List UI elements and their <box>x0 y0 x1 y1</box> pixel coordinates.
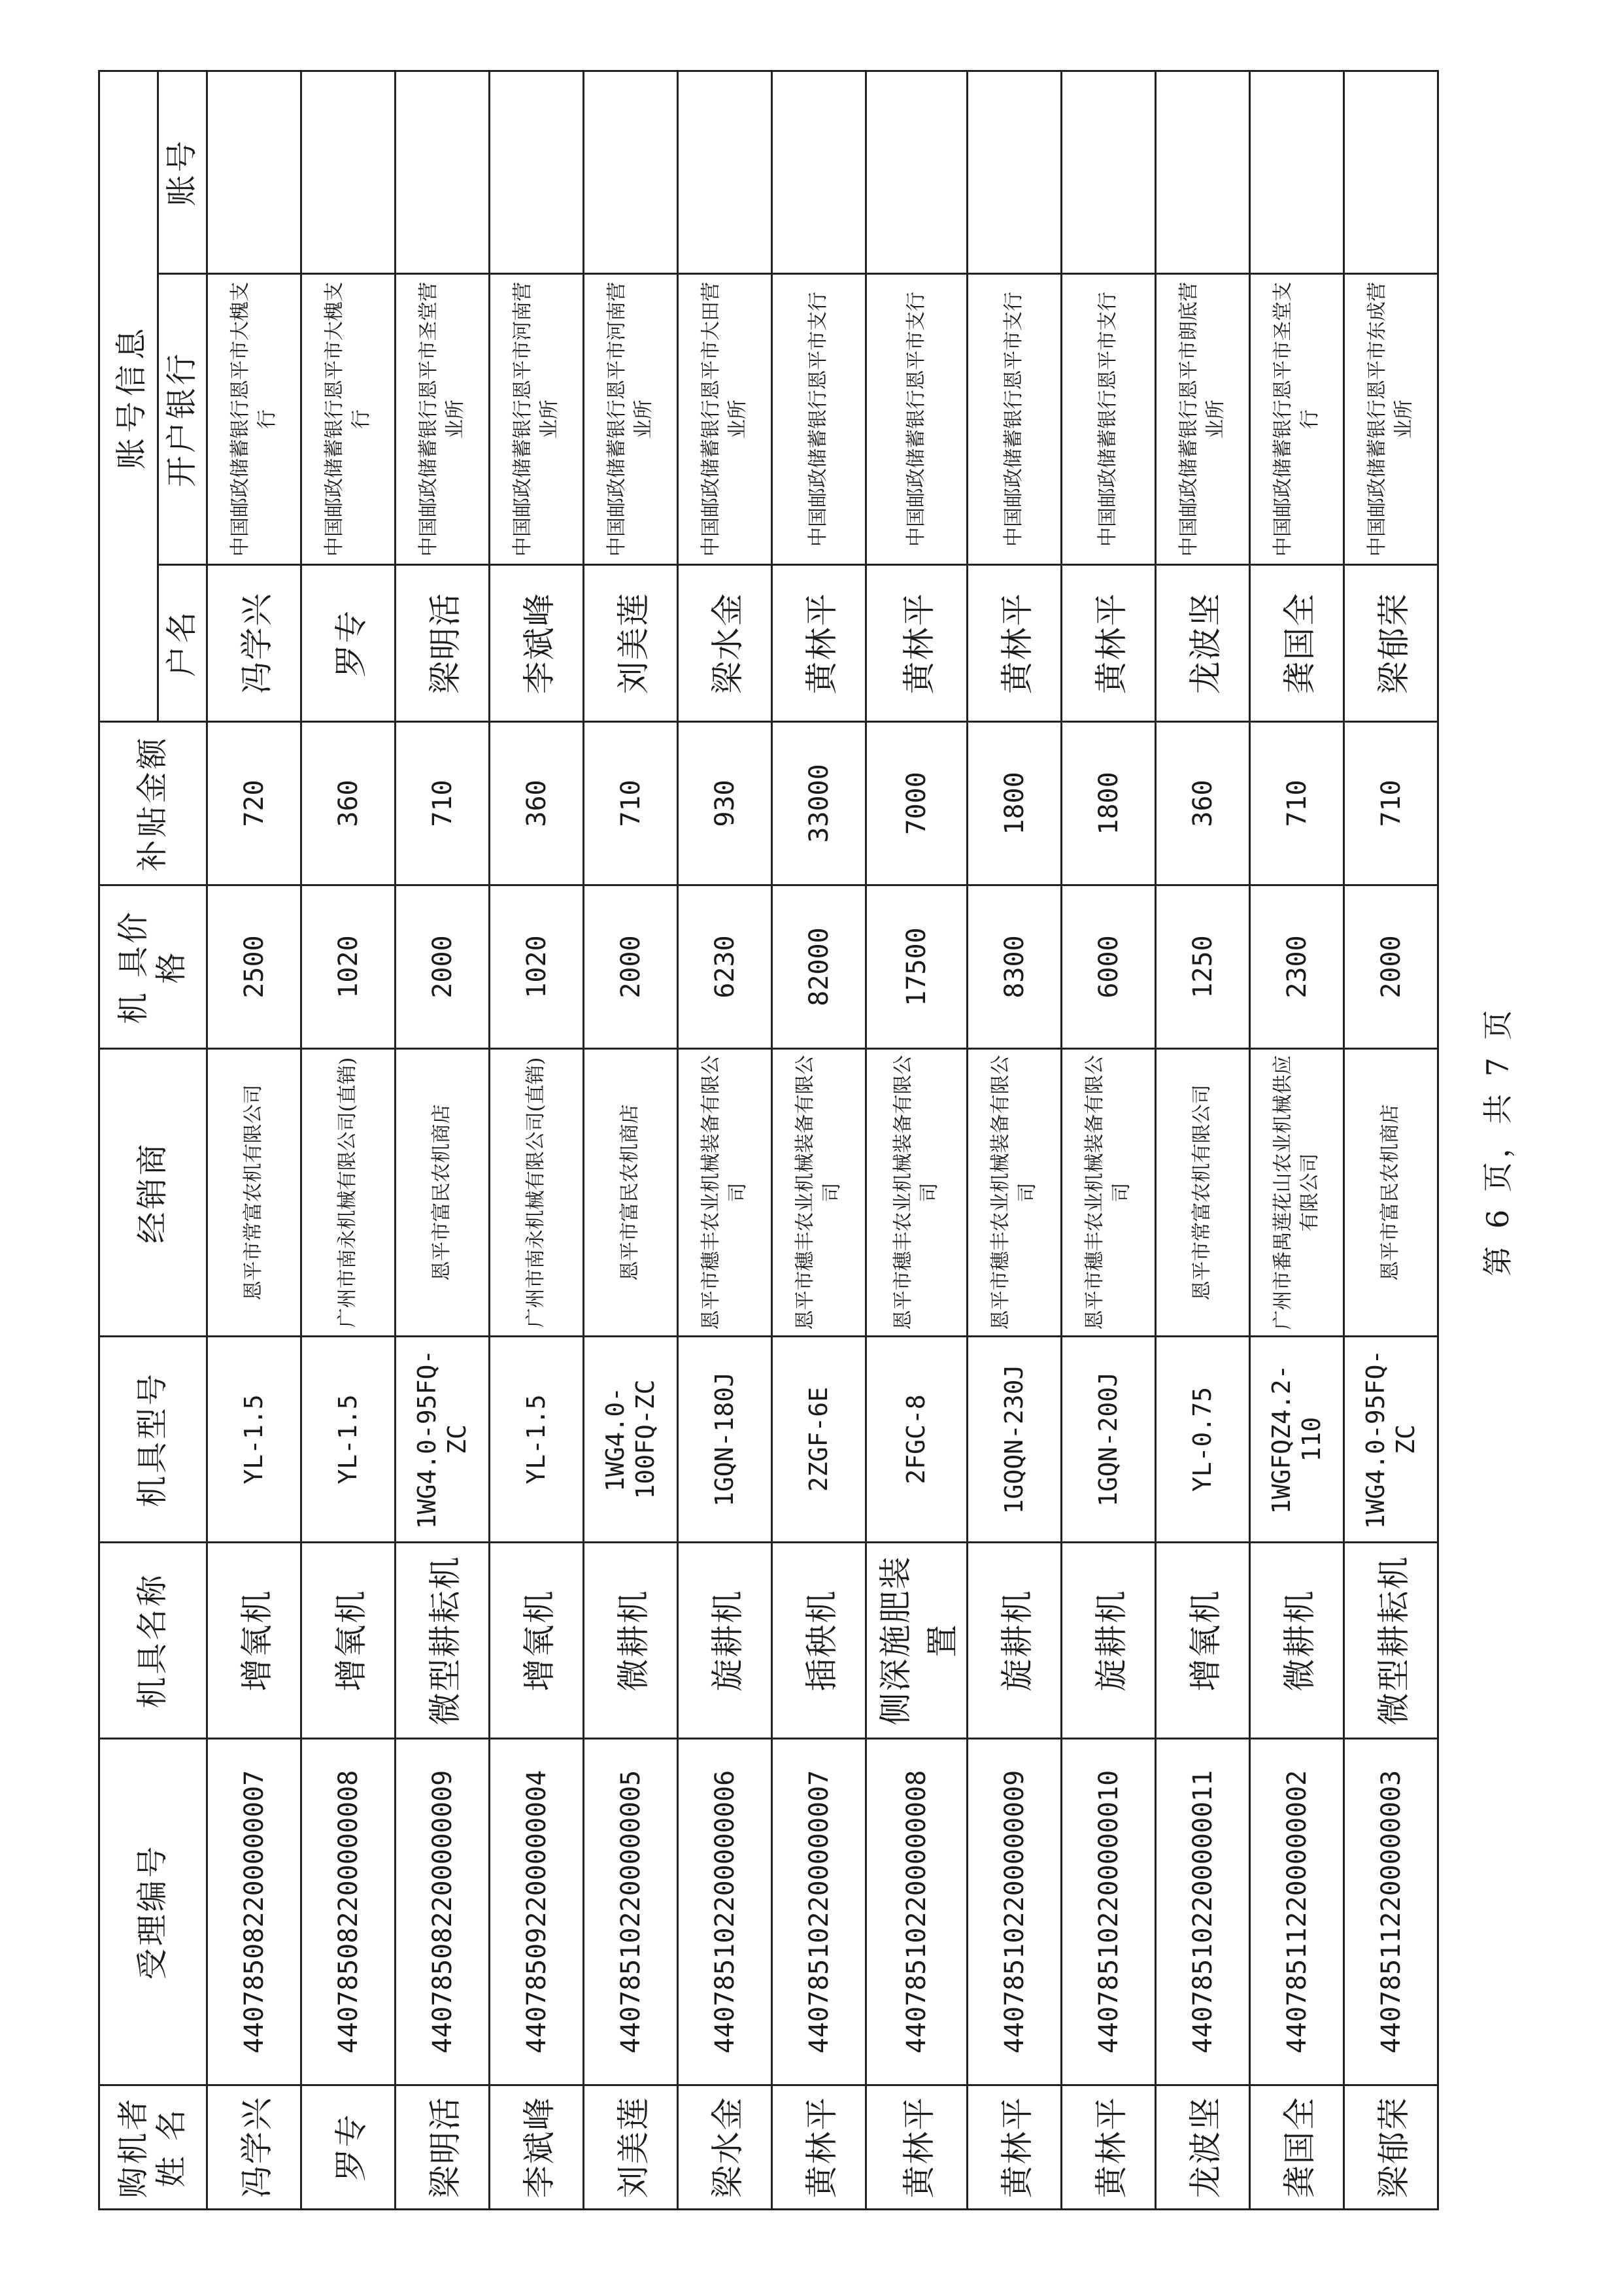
cell-machine-model: YL-1.5 <box>490 1337 584 1543</box>
cell-machine-model: 2FGC-8 <box>866 1337 968 1543</box>
cell-account-no <box>1156 71 1250 273</box>
cell-buyer-name: 罗专 <box>301 2085 396 2210</box>
cell-buyer-name: 梁明活 <box>396 2085 490 2210</box>
cell-dealer: 恩平市穗丰农业机械装备有限公司 <box>866 1049 968 1337</box>
cell-buyer-name: 黄林平 <box>1062 2085 1156 2210</box>
cell-bank: 中国邮政储蓄银行恩平市支行 <box>866 274 968 565</box>
cell-machine-price: 6230 <box>678 885 772 1049</box>
header-account-holder: 户名 <box>158 565 207 722</box>
cell-machine-price: 2000 <box>584 885 678 1049</box>
cell-machine-price: 17500 <box>866 885 968 1049</box>
cell-machine-name: 微型耕耘机 <box>396 1543 490 1739</box>
cell-machine-model: YL-1.5 <box>207 1337 301 1543</box>
table-body <box>207 71 1438 2209</box>
cell-accept-no: 440785082200000008 <box>301 1739 396 2085</box>
cell-machine-model: 1GQN-200J <box>1062 1337 1156 1543</box>
cell-bank: 中国邮政储蓄银行恩平市河南营业所 <box>490 274 584 565</box>
table-row <box>301 71 396 2209</box>
cell-subsidy: 360 <box>301 722 396 885</box>
cell-machine-price: 2300 <box>1250 885 1344 1049</box>
table-row <box>772 71 866 2209</box>
cell-account-holder: 刘美莲 <box>584 565 678 722</box>
cell-subsidy: 33000 <box>772 722 866 885</box>
cell-machine-name: 增氧机 <box>490 1543 584 1739</box>
cell-account-no <box>396 71 490 273</box>
cell-account-holder: 龙波坚 <box>1156 565 1250 722</box>
cell-account-no <box>1344 71 1438 273</box>
cell-machine-name: 增氧机 <box>1156 1543 1250 1739</box>
header-subsidy: 补贴金额 <box>99 722 207 885</box>
cell-bank: 中国邮政储蓄银行恩平市大槐支行 <box>301 274 396 565</box>
cell-machine-model: 2ZGF-6E <box>772 1337 866 1543</box>
header-machine-model: 机具型号 <box>99 1337 207 1543</box>
rotated-page <box>98 72 1549 2210</box>
cell-accept-no: 440785102200000006 <box>678 1739 772 2085</box>
cell-account-no <box>1250 71 1344 273</box>
cell-machine-name: 微耕机 <box>1250 1543 1344 1739</box>
cell-buyer-name: 梁水金 <box>678 2085 772 2210</box>
cell-bank: 中国邮政储蓄银行恩平市东成营业所 <box>1344 274 1438 565</box>
cell-account-holder: 龚国全 <box>1250 565 1344 722</box>
cell-bank: 中国邮政储蓄银行恩平市支行 <box>772 274 866 565</box>
cell-subsidy: 360 <box>490 722 584 885</box>
cell-machine-price: 1250 <box>1156 885 1250 1049</box>
cell-buyer-name: 龙波坚 <box>1156 2085 1250 2210</box>
header-account-info: 账号信息 <box>99 71 158 721</box>
cell-account-no <box>772 71 866 273</box>
page-footer: 第 6 页，共 7 页 <box>1480 1006 1515 1277</box>
cell-machine-name: 侧深施肥装置 <box>866 1543 968 1739</box>
cell-account-no <box>207 71 301 273</box>
cell-subsidy: 710 <box>396 722 490 885</box>
cell-buyer-name: 梁郁荣 <box>1344 2085 1438 2210</box>
cell-account-holder: 李斌峰 <box>490 565 584 722</box>
cell-accept-no: 440785102200000011 <box>1156 1739 1250 2085</box>
cell-machine-model: 1WG4.0-95FQ-ZC <box>396 1337 490 1543</box>
cell-accept-no: 440785102200000005 <box>584 1739 678 2085</box>
cell-account-holder: 黄林平 <box>772 565 866 722</box>
cell-machine-name: 微型耕耘机 <box>1344 1543 1438 1739</box>
cell-machine-name: 插秧机 <box>772 1543 866 1739</box>
cell-machine-name: 旋耕机 <box>968 1543 1062 1739</box>
cell-machine-model: YL-0.75 <box>1156 1337 1250 1543</box>
cell-machine-model: 1WGFQZ4.2-110 <box>1250 1337 1344 1543</box>
cell-dealer: 恩平市穗丰农业机械装备有限公司 <box>968 1049 1062 1337</box>
cell-accept-no: 440785092200000004 <box>490 1739 584 2085</box>
cell-account-no <box>678 71 772 273</box>
cell-machine-name: 增氧机 <box>207 1543 301 1739</box>
cell-machine-model: 1WG4.0-95FQ-ZC <box>1344 1337 1438 1543</box>
cell-buyer-name: 黄林平 <box>866 2085 968 2210</box>
table-row <box>968 71 1062 2209</box>
cell-account-holder: 梁郁荣 <box>1344 565 1438 722</box>
cell-machine-price: 2500 <box>207 885 301 1049</box>
cell-buyer-name: 黄林平 <box>772 2085 866 2210</box>
cell-accept-no: 440785102200000008 <box>866 1739 968 2085</box>
cell-accept-no: 440785112200000002 <box>1250 1739 1344 2085</box>
cell-machine-model: YL-1.5 <box>301 1337 396 1543</box>
table-row <box>490 71 584 2209</box>
cell-machine-price: 82000 <box>772 885 866 1049</box>
table-row <box>1062 71 1156 2209</box>
cell-subsidy: 710 <box>1344 722 1438 885</box>
cell-buyer-name: 龚国全 <box>1250 2085 1344 2210</box>
cell-subsidy: 710 <box>584 722 678 885</box>
cell-buyer-name: 黄林平 <box>968 2085 1062 2210</box>
cell-buyer-name: 李斌峰 <box>490 2085 584 2210</box>
cell-dealer: 恩平市富民农机商店 <box>1344 1049 1438 1337</box>
cell-subsidy: 7000 <box>866 722 968 885</box>
header-buyer-name: 购机者姓 名 <box>99 2085 207 2210</box>
cell-machine-name: 微耕机 <box>584 1543 678 1739</box>
cell-dealer: 恩平市穗丰农业机械装备有限公司 <box>1062 1049 1156 1337</box>
cell-dealer: 恩平市富民农机商店 <box>396 1049 490 1337</box>
cell-subsidy: 1800 <box>968 722 1062 885</box>
header-machine-name: 机具名称 <box>99 1543 207 1739</box>
cell-machine-name: 旋耕机 <box>678 1543 772 1739</box>
cell-machine-price: 2000 <box>396 885 490 1049</box>
cell-accept-no: 440785102200000009 <box>968 1739 1062 2085</box>
cell-bank: 中国邮政储蓄银行恩平市圣堂支行 <box>1250 274 1344 565</box>
cell-machine-name: 旋耕机 <box>1062 1543 1156 1739</box>
cell-account-holder: 黄林平 <box>866 565 968 722</box>
cell-account-holder: 罗专 <box>301 565 396 722</box>
table-row <box>584 71 678 2209</box>
cell-machine-model: 1GQQN-230J <box>968 1337 1062 1543</box>
header-machine-price: 机 具价 格 <box>99 885 207 1049</box>
cell-dealer: 恩平市穗丰农业机械装备有限公司 <box>772 1049 866 1337</box>
table-row <box>678 71 772 2209</box>
cell-dealer: 恩平市穗丰农业机械装备有限公司 <box>678 1049 772 1337</box>
header-account-no: 账号 <box>158 71 207 273</box>
cell-dealer: 广州市番禺莲花山农业机械供应有限公司 <box>1250 1049 1344 1337</box>
cell-account-holder: 黄林平 <box>968 565 1062 722</box>
cell-bank: 中国邮政储蓄银行恩平市河南营业所 <box>584 274 678 565</box>
cell-bank: 中国邮政储蓄银行恩平市大田营业所 <box>678 274 772 565</box>
cell-bank: 中国邮政储蓄银行恩平市圣堂营业所 <box>396 274 490 565</box>
cell-buyer-name: 冯学兴 <box>207 2085 301 2210</box>
cell-buyer-name: 刘美莲 <box>584 2085 678 2210</box>
cell-bank: 中国邮政储蓄银行恩平市支行 <box>968 274 1062 565</box>
cell-dealer: 广州市南永机械有限公司(直销) <box>490 1049 584 1337</box>
cell-subsidy: 930 <box>678 722 772 885</box>
cell-dealer: 恩平市常富农机有限公司 <box>207 1049 301 1337</box>
cell-accept-no: 440785102200000007 <box>772 1739 866 2085</box>
cell-accept-no: 440785112200000003 <box>1344 1739 1438 2085</box>
table-row <box>1156 71 1250 2209</box>
cell-account-holder: 冯学兴 <box>207 565 301 722</box>
cell-account-holder: 梁明活 <box>396 565 490 722</box>
cell-machine-model: 1GQN-180J <box>678 1337 772 1543</box>
table-row <box>1250 71 1344 2209</box>
subsidy-table <box>98 70 1439 2210</box>
table-row <box>396 71 490 2209</box>
cell-machine-price: 8300 <box>968 885 1062 1049</box>
cell-accept-no: 440785082200000009 <box>396 1739 490 2085</box>
cell-account-no <box>301 71 396 273</box>
cell-account-no <box>866 71 968 273</box>
cell-account-no <box>584 71 678 273</box>
header-dealer: 经销商 <box>99 1049 207 1337</box>
cell-dealer: 恩平市常富农机有限公司 <box>1156 1049 1250 1337</box>
header-accept-no: 受理编号 <box>99 1739 207 2085</box>
header-bank: 开户银行 <box>158 274 207 565</box>
cell-account-holder: 黄林平 <box>1062 565 1156 722</box>
cell-subsidy: 360 <box>1156 722 1250 885</box>
cell-accept-no: 440785102200000010 <box>1062 1739 1156 2085</box>
cell-machine-price: 2000 <box>1344 885 1438 1049</box>
cell-machine-price: 1020 <box>490 885 584 1049</box>
cell-accept-no: 440785082200000007 <box>207 1739 301 2085</box>
cell-dealer: 恩平市富民农机商店 <box>584 1049 678 1337</box>
cell-machine-price: 6000 <box>1062 885 1156 1049</box>
cell-subsidy: 720 <box>207 722 301 885</box>
cell-account-no <box>968 71 1062 273</box>
table-row <box>866 71 968 2209</box>
table-row <box>207 71 301 2209</box>
cell-machine-name: 增氧机 <box>301 1543 396 1739</box>
cell-machine-model: 1WG4.0-100FQ-ZC <box>584 1337 678 1543</box>
cell-subsidy: 1800 <box>1062 722 1156 885</box>
cell-machine-price: 1020 <box>301 885 396 1049</box>
cell-account-no <box>490 71 584 273</box>
cell-account-holder: 梁水金 <box>678 565 772 722</box>
cell-account-no <box>1062 71 1156 273</box>
table-row <box>1344 71 1438 2209</box>
cell-bank: 中国邮政储蓄银行恩平市朗底营业所 <box>1156 274 1250 565</box>
cell-bank: 中国邮政储蓄银行恩平市大槐支行 <box>207 274 301 565</box>
cell-bank: 中国邮政储蓄银行恩平市支行 <box>1062 274 1156 565</box>
cell-subsidy: 710 <box>1250 722 1344 885</box>
cell-dealer: 广州市南永机械有限公司(直销) <box>301 1049 396 1337</box>
